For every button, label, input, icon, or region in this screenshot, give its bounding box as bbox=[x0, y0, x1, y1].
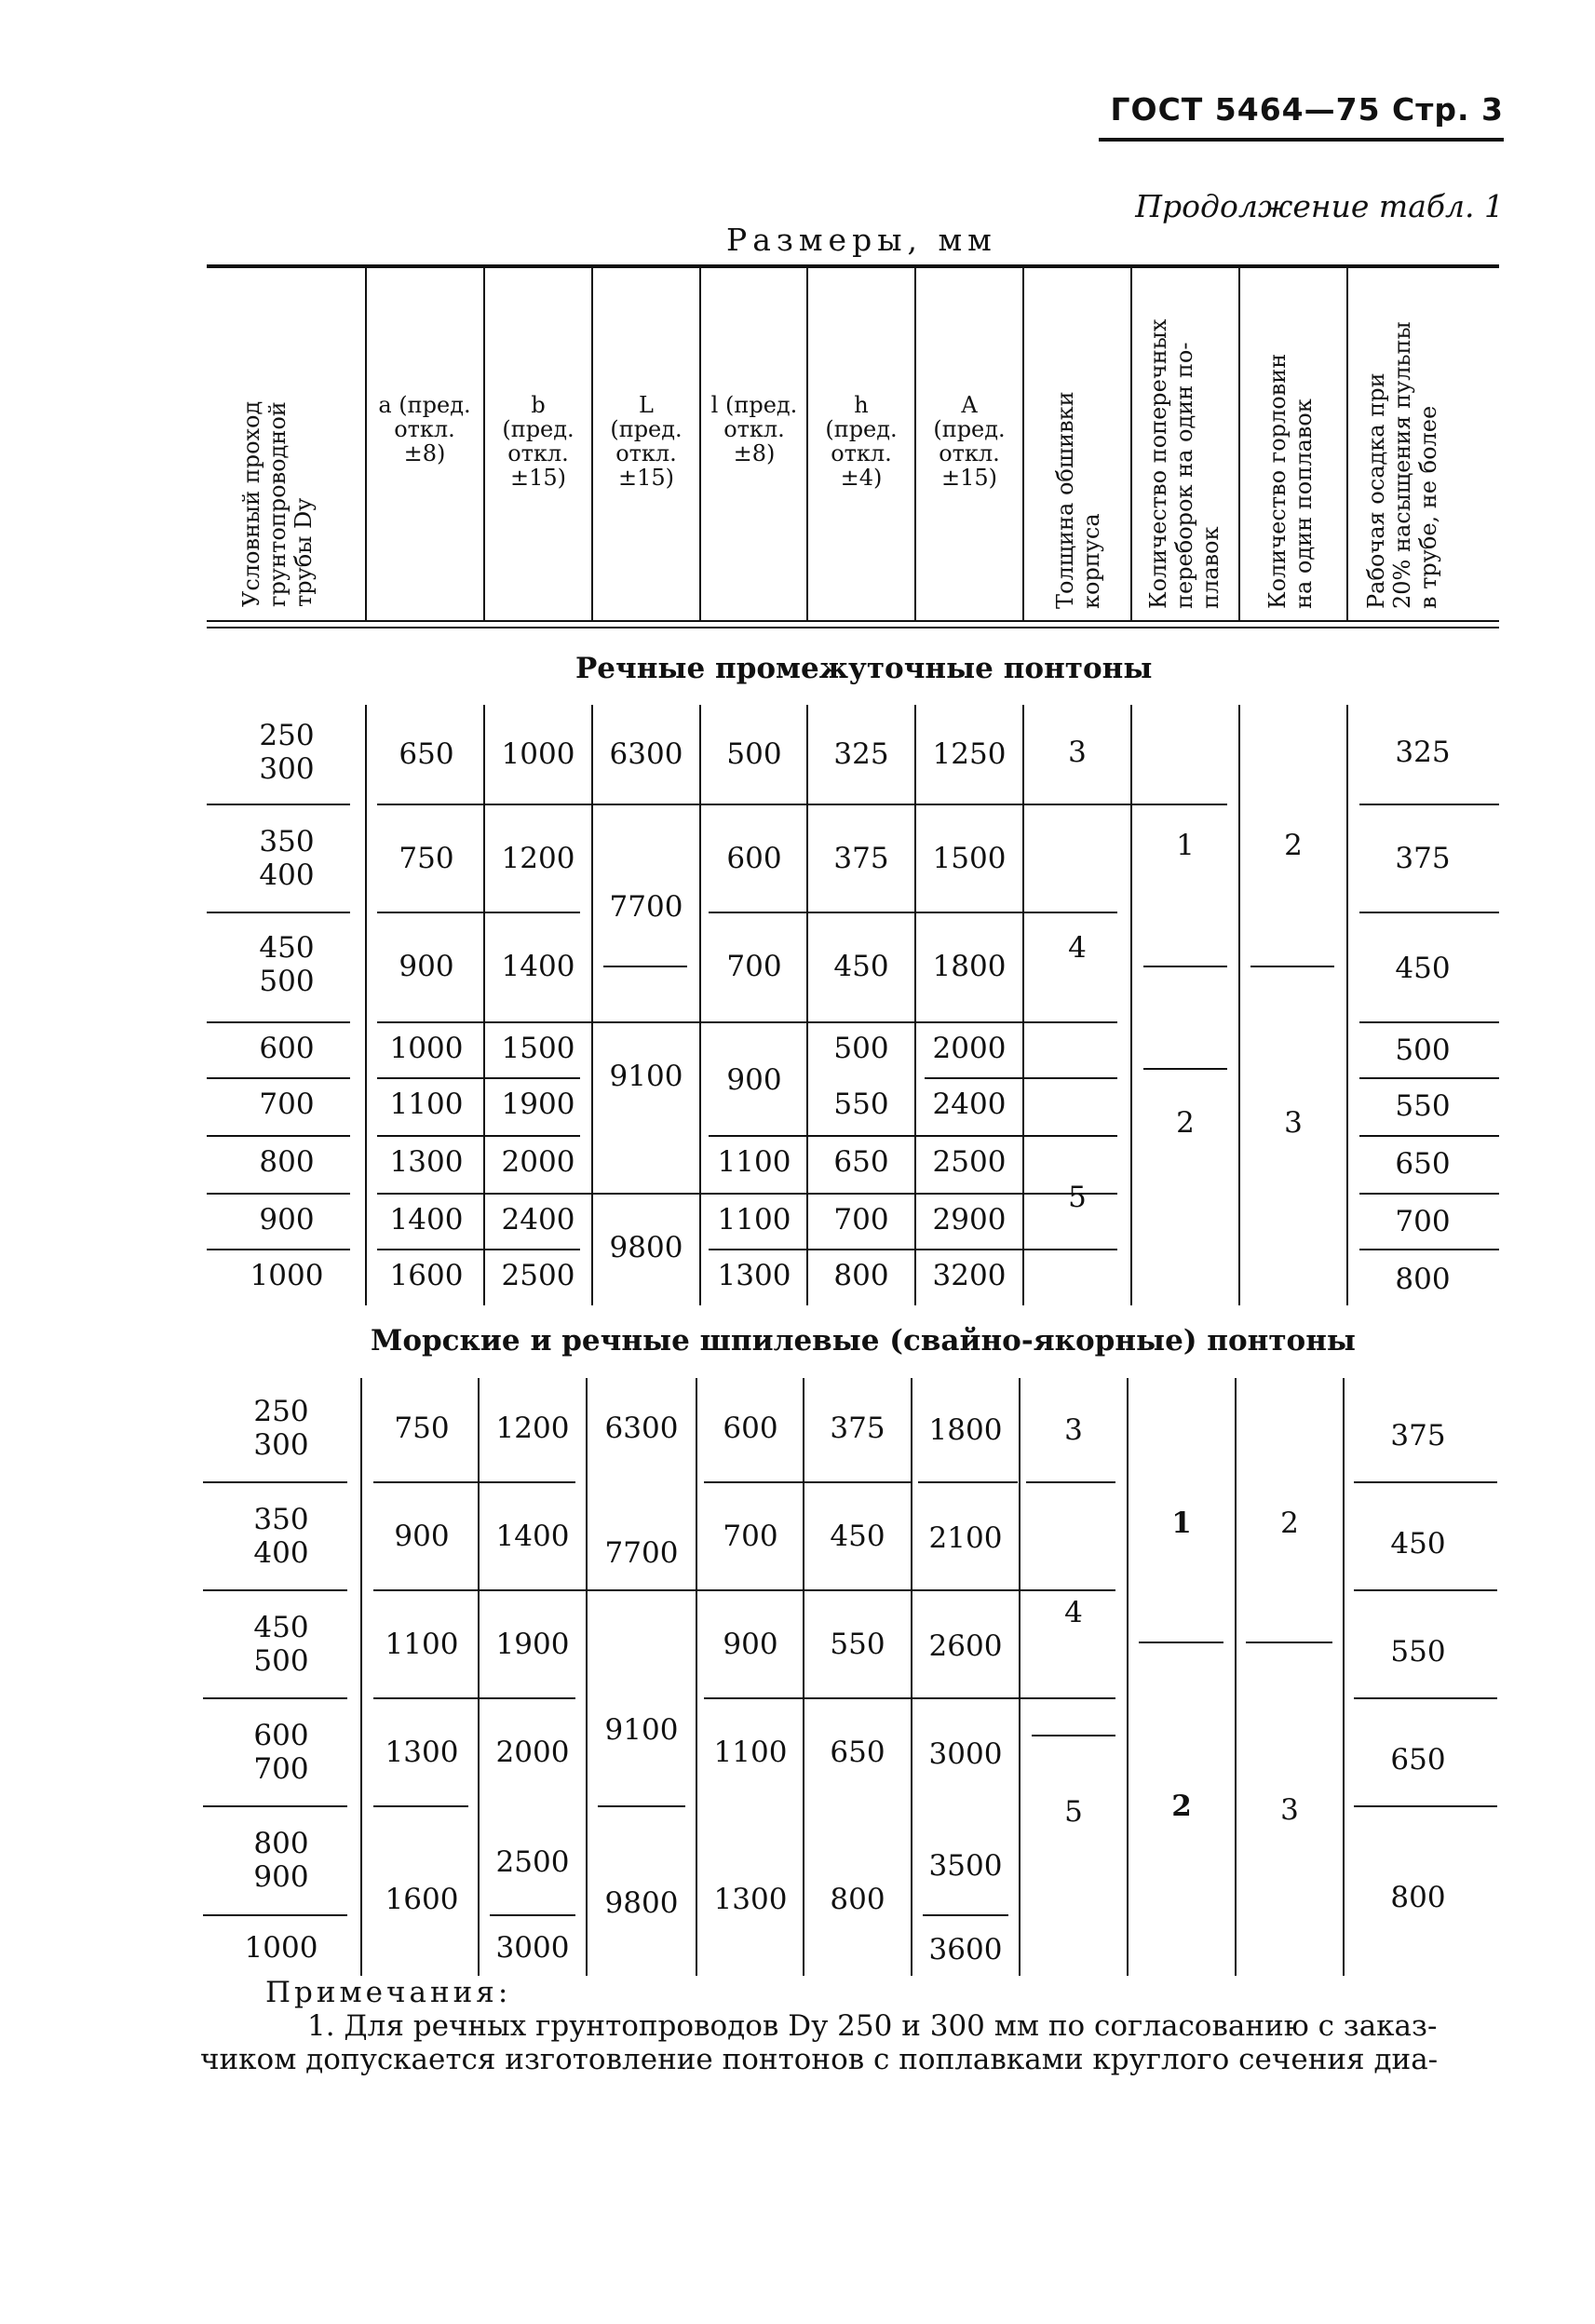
table-cell: 1500 bbox=[932, 842, 1007, 875]
table-cell: 1 bbox=[1171, 1507, 1192, 1540]
table-cell: 375 bbox=[1390, 1419, 1446, 1452]
table-cell: 375 bbox=[830, 1412, 885, 1445]
table-cell: 1200 bbox=[501, 842, 575, 875]
table-cell: 1000 bbox=[389, 1032, 464, 1065]
table-cell: 900 bbox=[394, 1520, 450, 1553]
col-header-b: b (пред. откл. ±15) bbox=[502, 392, 574, 491]
table-cell: 375 bbox=[833, 842, 889, 875]
table-cell: 600 bbox=[726, 842, 782, 875]
notes-line: чиком допускается изготовление понтонов с поплавками круглого сечения диа- bbox=[200, 2043, 1439, 2076]
units-label: Размеры, мм bbox=[726, 222, 997, 258]
table-cell: 700 bbox=[253, 1752, 309, 1786]
col-header-l: l (пред. откл. ±8) bbox=[710, 392, 798, 466]
table-cell: 600 bbox=[253, 1719, 309, 1752]
col-header-dy: Условный проход грунтопроводной трубы Dу bbox=[238, 400, 317, 607]
table-cell: 1900 bbox=[495, 1628, 570, 1661]
table-cell: 400 bbox=[253, 1536, 309, 1570]
table-cell: 700 bbox=[833, 1203, 889, 1236]
table-cell: 2400 bbox=[932, 1088, 1007, 1121]
table-cell: 900 bbox=[253, 1860, 309, 1894]
table-cell: 650 bbox=[1395, 1147, 1451, 1181]
table-cell: 700 bbox=[1395, 1205, 1451, 1238]
table-cell: 3600 bbox=[928, 1933, 1003, 1966]
col-header-hatches: Количество горловин на один поплавок bbox=[1264, 353, 1317, 609]
table-cell: 900 bbox=[259, 1203, 315, 1236]
table-cell: 900 bbox=[726, 1063, 782, 1097]
table-cell: 1600 bbox=[385, 1883, 459, 1916]
table-cell: 600 bbox=[259, 1032, 315, 1065]
col-header-draft: Рабочая осадка при 20% насыщения пульпы в трубе, не более bbox=[1363, 321, 1441, 609]
table-cell: 3 bbox=[1284, 1106, 1303, 1140]
table-cell: 6300 bbox=[604, 1412, 679, 1445]
table-cell: 2000 bbox=[932, 1032, 1007, 1065]
table-cell: 750 bbox=[394, 1412, 450, 1445]
table-continuation-label: Продолжение табл. 1 bbox=[1135, 188, 1504, 224]
table-cell: 2000 bbox=[495, 1736, 570, 1769]
col-header-h: h (пред. откл. ±4) bbox=[825, 392, 898, 491]
table-cell: 3200 bbox=[932, 1259, 1007, 1292]
table-cell: 700 bbox=[723, 1520, 778, 1553]
table-cell: 900 bbox=[723, 1628, 778, 1661]
table-cell: 1 bbox=[1176, 829, 1195, 862]
table-cell: 2400 bbox=[501, 1203, 575, 1236]
col-header-bulkheads: Количество поперечных переборок на один по- плавок bbox=[1145, 318, 1223, 609]
table-cell: 1800 bbox=[932, 950, 1007, 983]
table-cell: 450 bbox=[1390, 1527, 1446, 1561]
table-cell: 1800 bbox=[928, 1413, 1003, 1447]
table-cell: 2500 bbox=[932, 1145, 1007, 1179]
table-cell: 450 bbox=[1395, 952, 1451, 985]
table-cell: 3 bbox=[1068, 736, 1087, 769]
table-cell: 450 bbox=[830, 1520, 885, 1553]
table-cell: 375 bbox=[1395, 842, 1451, 875]
table-cell: 450 bbox=[259, 931, 315, 965]
page-header: ГОСТ 5464—75 Стр. 3 bbox=[1110, 91, 1504, 128]
table-cell: 550 bbox=[833, 1088, 889, 1121]
table-cell: 1400 bbox=[495, 1520, 570, 1553]
table-cell: 1400 bbox=[501, 950, 575, 983]
table-cell: 2 bbox=[1284, 829, 1303, 862]
table-cell: 1250 bbox=[932, 737, 1007, 771]
table-cell: 1500 bbox=[501, 1032, 575, 1065]
table-cell: 2 bbox=[1280, 1507, 1299, 1540]
notes-title: Примечания: bbox=[265, 1976, 512, 2009]
table-cell: 2500 bbox=[495, 1845, 570, 1879]
table-cell: 9800 bbox=[604, 1886, 679, 1920]
table-cell: 650 bbox=[399, 737, 454, 771]
table-cell: 7700 bbox=[604, 1536, 679, 1570]
table-cell: 500 bbox=[259, 965, 315, 998]
table-cell: 350 bbox=[253, 1503, 309, 1536]
table-cell: 325 bbox=[833, 737, 889, 771]
table-cell: 500 bbox=[253, 1644, 309, 1678]
table-cell: 2600 bbox=[928, 1629, 1003, 1663]
table-cell: 1000 bbox=[501, 737, 575, 771]
notes bbox=[200, 1976, 1504, 2076]
table-cell: 550 bbox=[830, 1628, 885, 1661]
table-cell: 3000 bbox=[928, 1737, 1003, 1771]
table-cell: 800 bbox=[1390, 1881, 1446, 1914]
table-cell: 3000 bbox=[495, 1931, 570, 1965]
table-cell: 9100 bbox=[604, 1713, 679, 1747]
table-cell: 3 bbox=[1280, 1793, 1299, 1827]
table-cell: 450 bbox=[833, 950, 889, 983]
table-cell: 450 bbox=[253, 1611, 309, 1644]
section-title-sea-river-spud: Морские и речные шпилевые (свайно-якорные) понтоны bbox=[371, 1324, 1356, 1358]
table-cell: 1100 bbox=[717, 1145, 791, 1179]
table-cell: 6300 bbox=[609, 737, 683, 771]
table-cell: 1900 bbox=[501, 1088, 575, 1121]
table-cell: 650 bbox=[1390, 1743, 1446, 1777]
header-rule bbox=[1099, 138, 1504, 142]
table-cell: 800 bbox=[1395, 1263, 1451, 1296]
table-cell: 2 bbox=[1171, 1790, 1192, 1823]
table-cell: 4 bbox=[1064, 1596, 1083, 1629]
table-cell: 800 bbox=[259, 1145, 315, 1179]
table-cell: 400 bbox=[259, 858, 315, 892]
table-cell: 2 bbox=[1176, 1106, 1195, 1140]
table-cell: 1100 bbox=[389, 1088, 464, 1121]
table-cell: 700 bbox=[726, 950, 782, 983]
table-cell: 2100 bbox=[928, 1521, 1003, 1555]
section-title-river-intermediate: Речные промежуточные понтоны bbox=[575, 652, 1153, 685]
table-cell: 500 bbox=[726, 737, 782, 771]
table-cell: 1300 bbox=[385, 1736, 459, 1769]
table-cell: 650 bbox=[833, 1145, 889, 1179]
table-cell: 9100 bbox=[609, 1060, 683, 1093]
table-cell: 600 bbox=[723, 1412, 778, 1445]
table-cell: 1100 bbox=[385, 1628, 459, 1661]
table-cell: 300 bbox=[253, 1428, 309, 1462]
table-cell: 5 bbox=[1064, 1795, 1083, 1829]
table-cell: 1000 bbox=[244, 1931, 318, 1965]
table-cell: 800 bbox=[833, 1259, 889, 1292]
table-cell: 300 bbox=[259, 752, 315, 786]
table-cell: 325 bbox=[1395, 736, 1451, 769]
table-cell: 2500 bbox=[501, 1259, 575, 1292]
table-cell: 1300 bbox=[389, 1145, 464, 1179]
col-header-A: A (пред. откл. ±15) bbox=[933, 392, 1006, 491]
table-cell: 500 bbox=[1395, 1034, 1451, 1067]
table-cell: 700 bbox=[259, 1088, 315, 1121]
table-cell: 3 bbox=[1064, 1413, 1083, 1447]
table-cell: 800 bbox=[830, 1883, 885, 1916]
table-cell: 7700 bbox=[609, 890, 683, 924]
table-cell: 350 bbox=[259, 825, 315, 858]
table-cell: 1100 bbox=[713, 1736, 788, 1769]
table-cell: 800 bbox=[253, 1827, 309, 1860]
table-cell: 500 bbox=[833, 1032, 889, 1065]
table-cell: 1400 bbox=[389, 1203, 464, 1236]
table-cell: 1300 bbox=[713, 1883, 788, 1916]
col-header-thickness: Толщина обшивки корпуса bbox=[1052, 391, 1104, 609]
table-cell: 750 bbox=[399, 842, 454, 875]
notes-line: 1. Для речных грунтопроводов Dу 250 и 300 мм по согласованию с заказ- bbox=[307, 2009, 1438, 2043]
table-cell: 900 bbox=[399, 950, 454, 983]
table-cell: 2000 bbox=[501, 1145, 575, 1179]
table-cell: 550 bbox=[1395, 1089, 1451, 1123]
col-header-L: L (пред. откл. ±15) bbox=[610, 392, 683, 491]
table-cell: 550 bbox=[1390, 1635, 1446, 1669]
col-header-a: a (пред. откл. ±8) bbox=[378, 392, 471, 466]
table-cell: 1200 bbox=[495, 1412, 570, 1445]
table-cell: 3500 bbox=[928, 1849, 1003, 1883]
table-cell: 1300 bbox=[717, 1259, 791, 1292]
table-cell: 9800 bbox=[609, 1231, 683, 1264]
table-cell: 650 bbox=[830, 1736, 885, 1769]
table-cell: 4 bbox=[1068, 931, 1087, 965]
table-cell: 5 bbox=[1068, 1181, 1087, 1214]
table-cell: 250 bbox=[253, 1395, 309, 1428]
table-cell: 2900 bbox=[932, 1203, 1007, 1236]
table-cell: 250 bbox=[259, 719, 315, 752]
table-cell: 1100 bbox=[717, 1203, 791, 1236]
dimensions-table bbox=[203, 263, 1507, 1994]
table-cell: 1600 bbox=[389, 1259, 464, 1292]
table-cell: 1000 bbox=[250, 1259, 324, 1292]
